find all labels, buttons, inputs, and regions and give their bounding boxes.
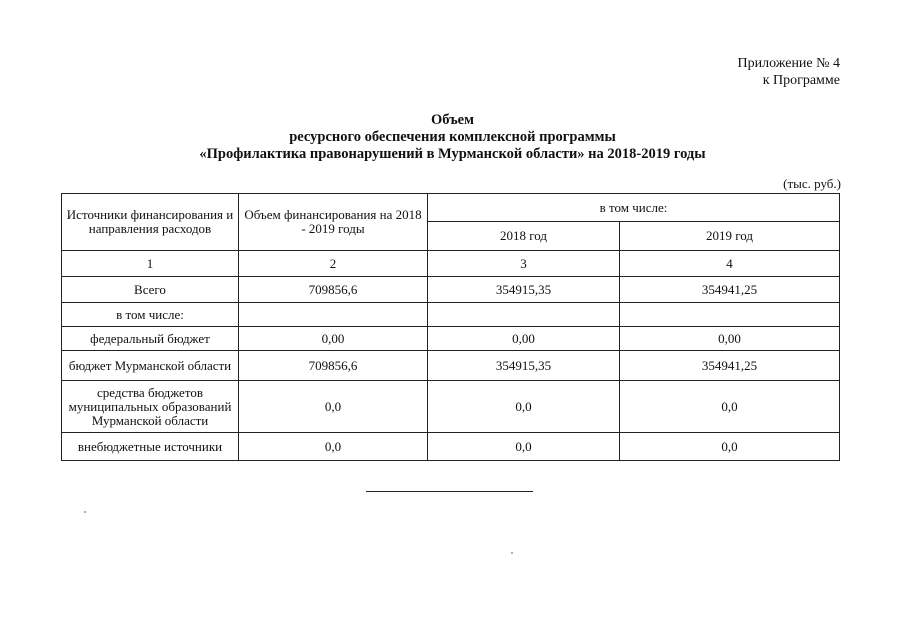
attachment-note: [738, 55, 841, 89]
row-2018: 354915,35: [428, 351, 620, 381]
row-label: внебюджетные источники: [62, 433, 239, 461]
column-number-1: 1: [62, 251, 239, 277]
title-line-2: ресурсного обеспечения комплексной программы: [289, 129, 616, 145]
row-total: 709856,6: [239, 351, 428, 381]
document-title: [0, 112, 905, 163]
header-sources: Источники финансирования и направления расходов: [62, 194, 239, 251]
header-including: в том числе:: [428, 194, 840, 222]
row-total: 0,0: [239, 433, 428, 461]
table-row-including: [62, 303, 840, 327]
table-row-regional: [62, 351, 840, 381]
row-label: средства бюджетов муниципальных образований Мурманской области: [62, 381, 239, 433]
row-2019: 0,0: [620, 433, 840, 461]
financing-table: [61, 193, 840, 461]
row-label: бюджет Мурманской области: [62, 351, 239, 381]
row-2018: [428, 303, 620, 327]
title-line-1: Объем: [431, 112, 474, 128]
header-year-2019: 2019 год: [620, 222, 840, 251]
row-total: [239, 303, 428, 327]
row-label: федеральный бюджет: [62, 327, 239, 351]
row-2018: 0,0: [428, 433, 620, 461]
table-row-federal: [62, 327, 840, 351]
row-label: Всего: [62, 277, 239, 303]
unit-label: (тыс. руб.): [783, 176, 841, 191]
closing-rule: [366, 491, 533, 492]
row-2018: 354915,35: [428, 277, 620, 303]
row-2019: 0,0: [620, 381, 840, 433]
row-2019: 0,00: [620, 327, 840, 351]
row-total: 709856,6: [239, 277, 428, 303]
row-total: 0,0: [239, 381, 428, 433]
column-number-4: 4: [620, 251, 840, 277]
title-line-3: «Профилактика правонарушений в Мурманской области» на 2018-2019 годы: [199, 146, 706, 162]
header-year-2018: 2018 год: [428, 222, 620, 251]
row-label: в том числе:: [62, 303, 239, 327]
attachment-program: к Программе: [762, 73, 840, 88]
table-row-total: [62, 277, 840, 303]
row-2019: 354941,25: [620, 277, 840, 303]
row-2018: 0,00: [428, 327, 620, 351]
row-total: 0,00: [239, 327, 428, 351]
scan-speck: [84, 511, 86, 513]
row-2019: [620, 303, 840, 327]
header-total: Объем финансирования на 2018 - 2019 годы: [239, 194, 428, 251]
table-row-municipal: [62, 381, 840, 433]
column-number-3: 3: [428, 251, 620, 277]
column-number-row: [62, 251, 840, 277]
table-row-extrabudgetary: [62, 433, 840, 461]
scan-speck: [511, 552, 513, 554]
attachment-number: Приложение № 4: [737, 56, 840, 71]
row-2019: 354941,25: [620, 351, 840, 381]
row-2018: 0,0: [428, 381, 620, 433]
column-number-2: 2: [239, 251, 428, 277]
